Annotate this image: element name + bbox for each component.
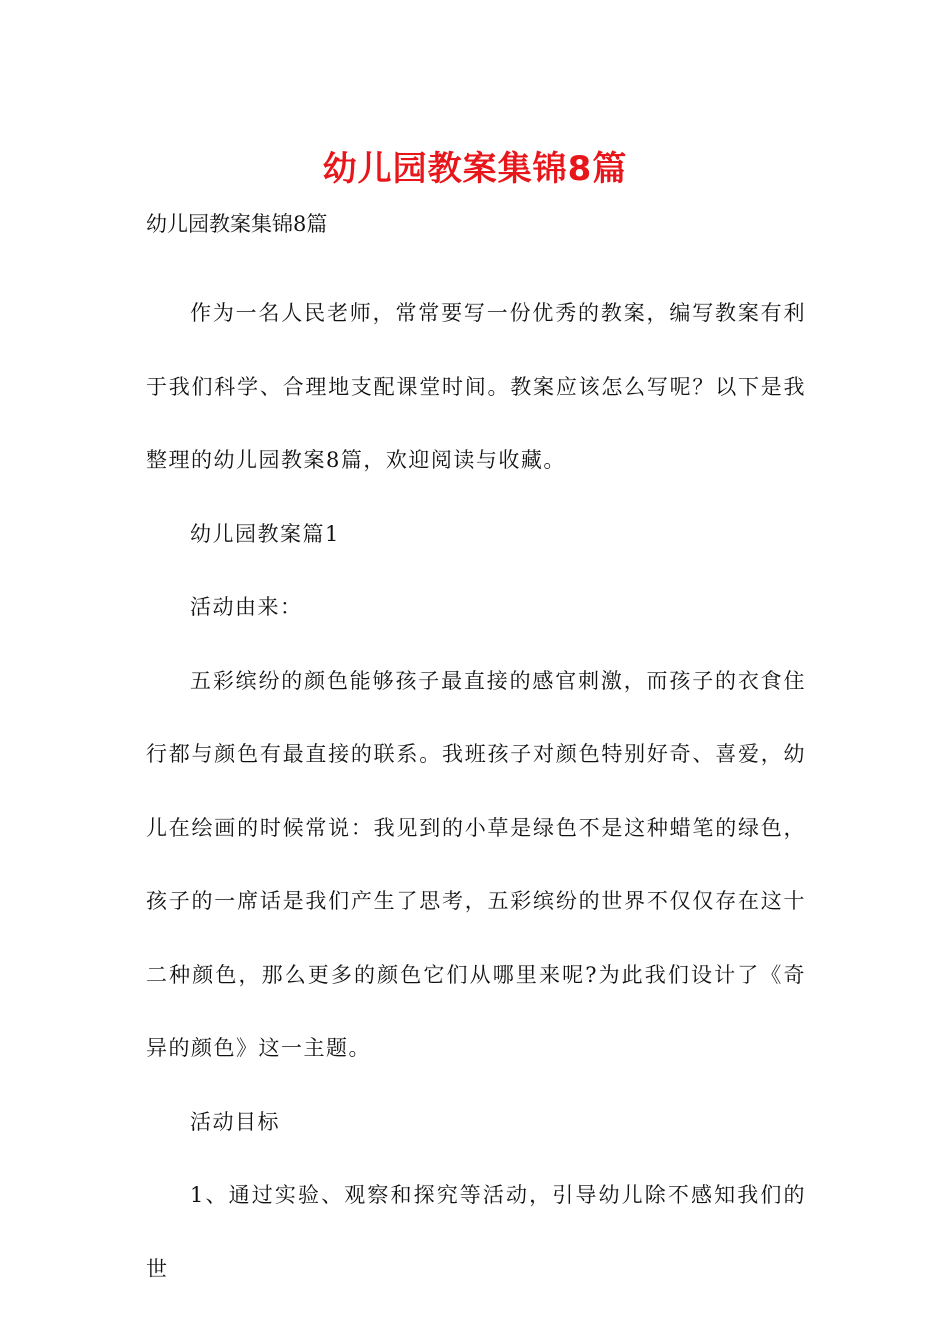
- paragraph-activity-origin: 五彩缤纷的颜色能够孩子最直接的感官刺激，而孩子的衣食住行都与颜色有最直接的联系。我班孩子对颜色特别好奇、喜爱，幼儿在绘画的时候常说：我见到的小草是绿色不是这种蜡笔的绿色，孩子的一席话是我们产生了思考，五彩缤纷的世界不仅仅存在这十二种颜色，那么更多的颜色它们从哪里来呢?为此我们设计了《奇异的颜色》这一主题。: [146, 668, 806, 1060]
- paragraph-intro: 作为一名人民老师，常常要写一份优秀的教案，编写教案有利于我们科学、合理地支配课堂时间。教案应该怎么写呢？以下是我整理的幼儿园教案8篇，欢迎阅读与收藏。: [146, 301, 806, 472]
- document-body: [146, 277, 806, 1306]
- section-heading-lesson-1: 幼儿园教案篇1: [190, 521, 340, 546]
- paragraph-heading-activity-goals: 活动目标: [190, 1109, 280, 1134]
- document-subtitle: 幼儿园教案集锦8篇: [146, 212, 328, 236]
- document-title: 幼儿园教案集锦8篇: [322, 149, 628, 189]
- paragraph-goal-1: 1、通过实验、观察和探究等活动，引导幼儿除不感知我们的世: [146, 1183, 806, 1281]
- paragraph-heading-activity-origin: 活动由来：: [190, 595, 303, 619]
